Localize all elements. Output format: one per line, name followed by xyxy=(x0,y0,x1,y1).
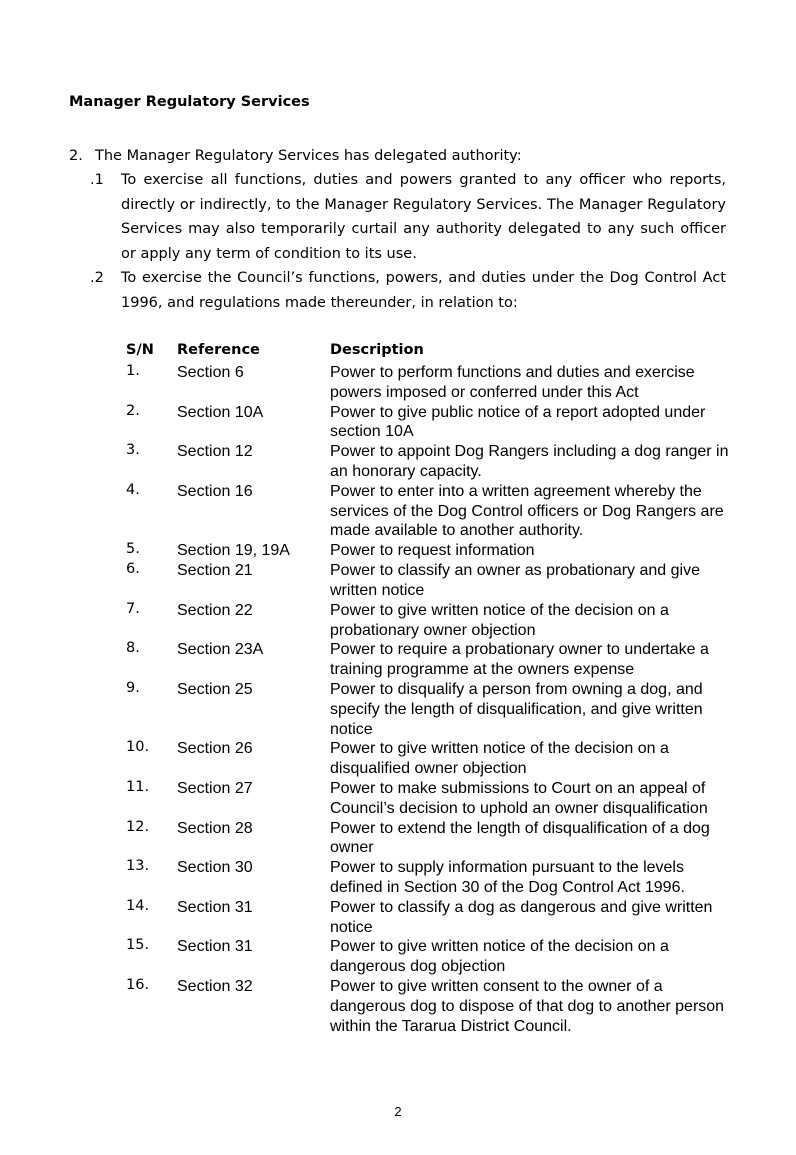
row-reference: Section 32 xyxy=(177,977,253,995)
row-description: Power to supply information pursuant to the levels defined in Section 30 of the Dog Control Act 1996. xyxy=(330,859,685,896)
row-description: Power to disqualify a person from owning a dog, and specify the length of disqualification, and give written notice xyxy=(330,680,703,738)
row-reference: Section 22 xyxy=(177,601,253,619)
table-row xyxy=(126,898,730,938)
row-description: Power to classify an owner as probationary and give written notice xyxy=(330,562,700,599)
table-row xyxy=(126,482,730,541)
table-body xyxy=(126,363,730,1036)
row-description: Power to enter into a written agreement whereby the services of the Dog Control officers or Dog Rangers are made available to another authority. xyxy=(330,482,724,540)
table-row xyxy=(126,977,730,1036)
table-row xyxy=(126,819,730,859)
subclause-2 xyxy=(90,266,726,315)
row-sn: 7. xyxy=(126,600,140,617)
row-description: Power to request information xyxy=(330,542,535,560)
subclause-text: To exercise the Council’s functions, powers, and duties under the Dog Control Act 1996, and regulations made thereunder, in relation to: xyxy=(121,270,726,311)
table-row xyxy=(126,680,730,739)
delegations-table xyxy=(126,339,730,1036)
row-description: Power to give written notice of the decision on a dangerous dog objection xyxy=(330,938,669,976)
row-sn: 9. xyxy=(126,679,140,696)
row-reference: Section 25 xyxy=(177,680,253,698)
header-description: Description xyxy=(330,342,424,358)
row-description: Power to appoint Dog Rangers including a dog ranger in an honorary capacity. xyxy=(330,443,729,480)
row-description: Power to give public notice of a report adopted under section 10A xyxy=(330,403,706,441)
row-reference: Section 31 xyxy=(177,898,253,916)
row-reference: Section 30 xyxy=(177,859,253,877)
row-sn: 4. xyxy=(126,481,140,498)
header-reference: Reference xyxy=(177,342,260,358)
clause-number: 2. xyxy=(69,148,83,164)
row-sn: 8. xyxy=(126,640,140,657)
table-row xyxy=(126,442,730,482)
table-row xyxy=(126,937,730,977)
table-row xyxy=(126,739,730,779)
row-sn: 13. xyxy=(126,858,150,875)
subclause-1 xyxy=(90,168,726,266)
row-description: Power to perform functions and duties and exercise powers imposed or conferred under this Act xyxy=(330,364,695,401)
row-reference: Section 26 xyxy=(177,740,253,758)
row-description: Power to give written notice of the decision on a disqualified owner objection xyxy=(330,740,669,778)
row-reference: Section 12 xyxy=(177,443,253,461)
row-description: Power to require a probationary owner to undertake a training programme at the owners expense xyxy=(330,641,709,679)
table-row xyxy=(126,601,730,641)
subclause-number: .1 xyxy=(90,172,104,188)
row-sn: 10. xyxy=(126,739,150,756)
subclause-number: .2 xyxy=(90,270,104,286)
table-row xyxy=(126,858,730,898)
row-reference: Section 21 xyxy=(177,562,253,580)
row-sn: 1. xyxy=(126,363,140,379)
row-sn: 5. xyxy=(126,541,140,558)
table-row xyxy=(126,640,730,680)
table-row xyxy=(126,541,730,561)
row-reference: Section 28 xyxy=(177,819,253,837)
row-description: Power to make submissions to Court on an appeal of Council’s decision to uphold an owner disqualification xyxy=(330,779,708,817)
row-reference: Section 16 xyxy=(177,482,253,500)
row-reference: Section 6 xyxy=(177,364,244,381)
row-description: Power to classify a dog as dangerous and give written notice xyxy=(330,898,713,936)
table-row xyxy=(126,403,730,443)
clause-text: The Manager Regulatory Services has delegated authority: xyxy=(95,148,522,164)
row-description: Power to extend the length of disqualification of a dog owner xyxy=(330,819,710,857)
row-sn: 15. xyxy=(126,937,150,954)
row-sn: 12. xyxy=(126,818,150,835)
table-row xyxy=(126,363,730,403)
row-reference: Section 10A xyxy=(177,403,264,421)
page-number: 2 xyxy=(394,1104,402,1119)
table-row xyxy=(126,561,730,601)
table-row xyxy=(126,779,730,819)
row-reference: Section 19, 19A xyxy=(177,542,290,560)
row-description: Power to give written consent to the owner of a dangerous dog to dispose of that dog to another person within the Tararua District Council. xyxy=(330,977,725,1035)
row-reference: Section 23A xyxy=(177,641,264,659)
section-heading: Manager Regulatory Services xyxy=(69,94,310,110)
subclause-text: To exercise all functions, duties and powers granted to any officer who reports, directly or indirectly, to the Manager Regulatory Services. The Manager Regulatory Services may also temporarily curtail any authority delegated to any such officer or apply any term of condition to its use. xyxy=(121,172,726,262)
row-reference: Section 27 xyxy=(177,779,253,797)
row-sn: 11. xyxy=(126,778,150,795)
row-reference: Section 31 xyxy=(177,938,253,956)
row-sn: 3. xyxy=(126,442,140,459)
header-sn: S/N xyxy=(126,342,154,358)
table-header-row xyxy=(126,339,730,363)
row-sn: 14. xyxy=(126,897,150,914)
row-sn: 6. xyxy=(126,561,140,578)
row-description: Power to give written notice of the decision on a probationary owner objection xyxy=(330,601,669,639)
row-sn: 16. xyxy=(126,976,150,993)
row-sn: 2. xyxy=(126,402,140,419)
